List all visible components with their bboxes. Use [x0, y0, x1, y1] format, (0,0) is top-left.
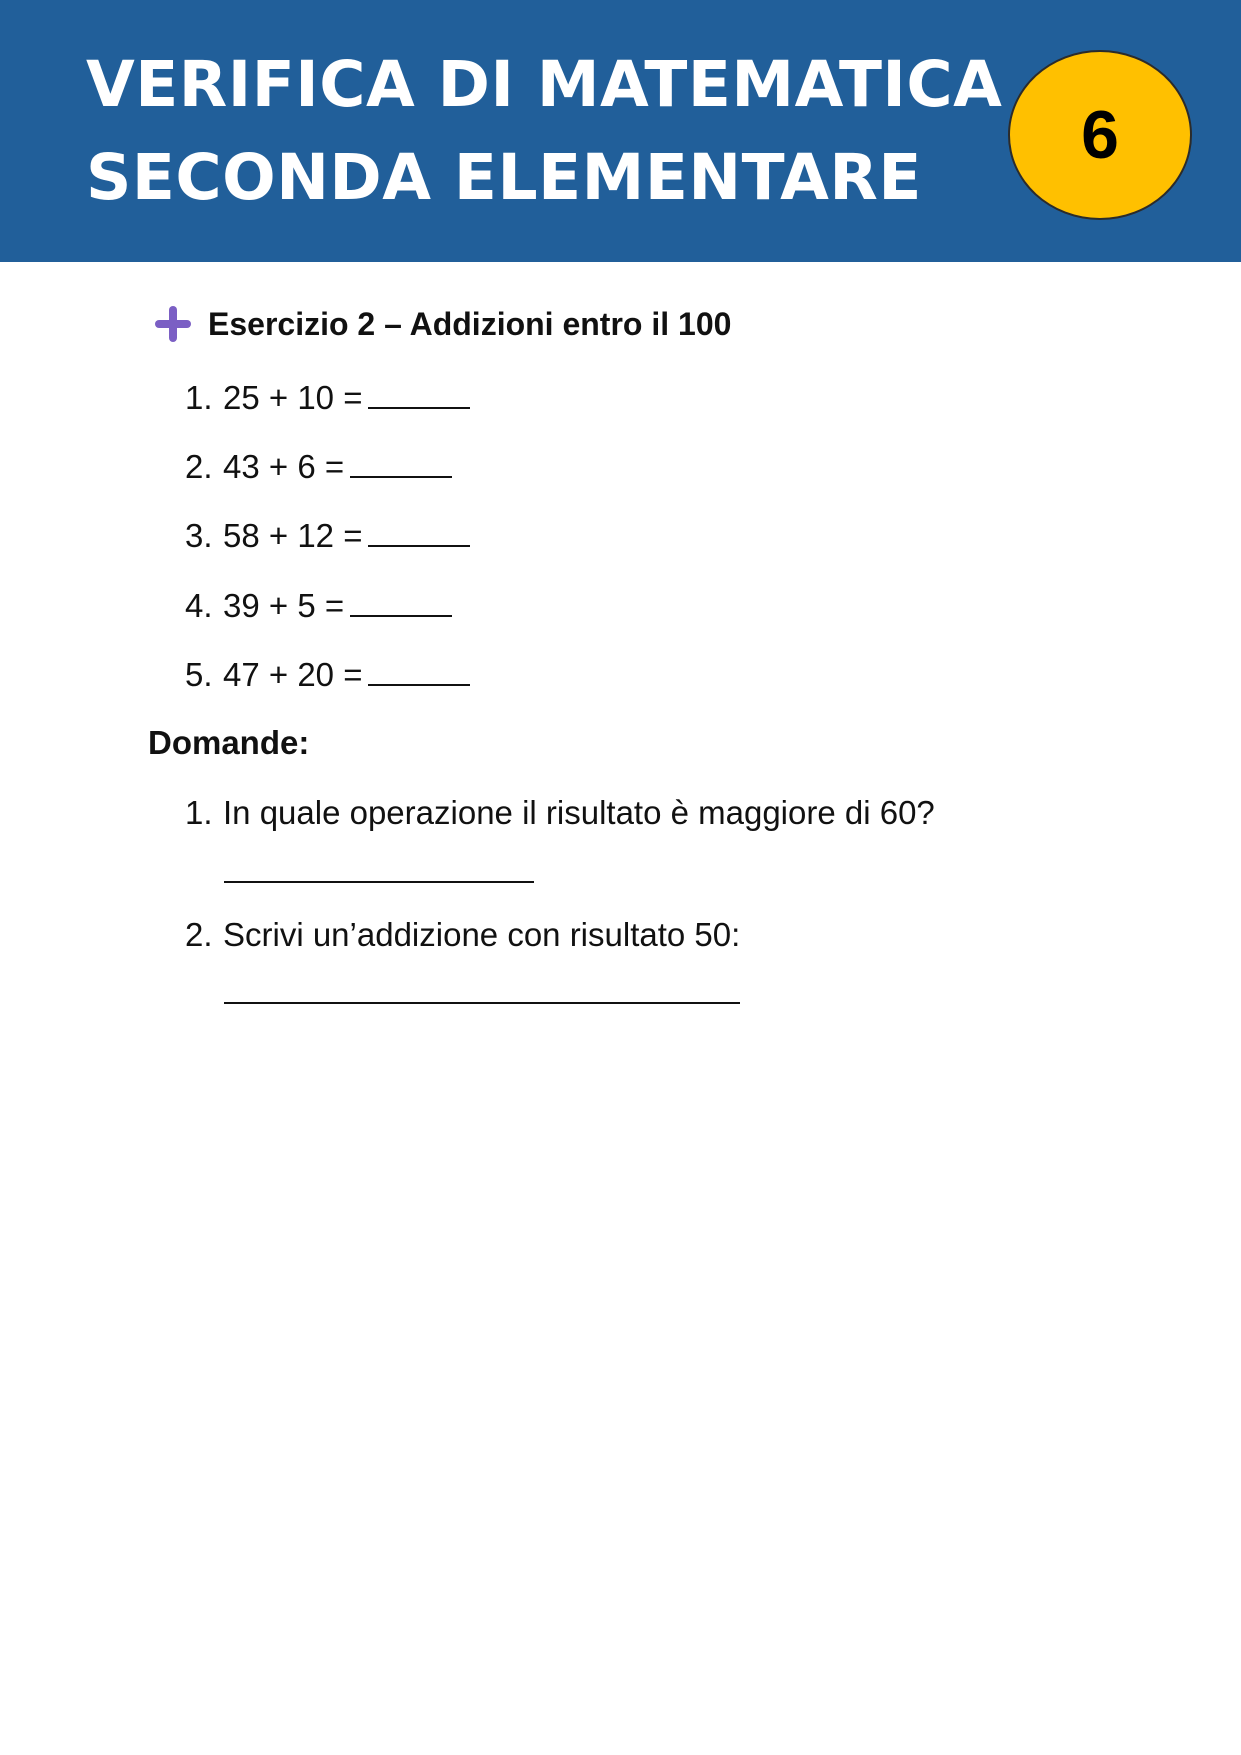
question-text: In quale operazione il risultato è maggiore di 60?: [223, 794, 935, 831]
question-item: [185, 918, 740, 951]
plus-icon: [152, 303, 194, 345]
item-number: 4.: [185, 587, 213, 624]
item-expression: 39 + 5 =: [223, 587, 345, 624]
answer-blank[interactable]: [350, 614, 452, 617]
exercise-item: [185, 450, 452, 483]
exercise-title: Esercizio 2 – Addizioni entro il 100: [208, 306, 732, 342]
item-number: 1.: [185, 379, 213, 416]
answer-blank[interactable]: [350, 475, 452, 478]
item-number: 3.: [185, 517, 213, 554]
item-expression: 25 + 10 =: [223, 379, 363, 416]
question-item: [185, 796, 935, 829]
exercise-item: [185, 519, 470, 552]
answer-blank[interactable]: [368, 683, 470, 686]
item-number: 2.: [185, 448, 213, 485]
exercise-item: [185, 658, 470, 691]
item-expression: 58 + 12 =: [223, 517, 363, 554]
answer-blank[interactable]: [368, 544, 470, 547]
exercise-item: [185, 589, 452, 622]
page-title-line-1: VERIFICA DI MATEMATICA: [86, 48, 1003, 121]
exercise-heading: [152, 303, 731, 345]
page-title-line-2: SECONDA ELEMENTARE: [86, 141, 922, 214]
answer-blank[interactable]: [368, 406, 470, 409]
header-banner: [0, 0, 1241, 262]
question-text: Scrivi un’addizione con risultato 50:: [223, 916, 741, 953]
item-number: 1.: [185, 794, 213, 831]
grade-badge-number: 6: [1081, 97, 1119, 173]
item-number: 2.: [185, 916, 213, 953]
item-expression: 43 + 6 =: [223, 448, 345, 485]
item-expression: 47 + 20 =: [223, 656, 363, 693]
answer-line[interactable]: [224, 881, 534, 883]
item-number: 5.: [185, 656, 213, 693]
answer-line[interactable]: [224, 1002, 740, 1004]
questions-title: Domande:: [148, 724, 310, 761]
grade-badge: [1008, 50, 1192, 220]
exercise-item: [185, 381, 470, 414]
